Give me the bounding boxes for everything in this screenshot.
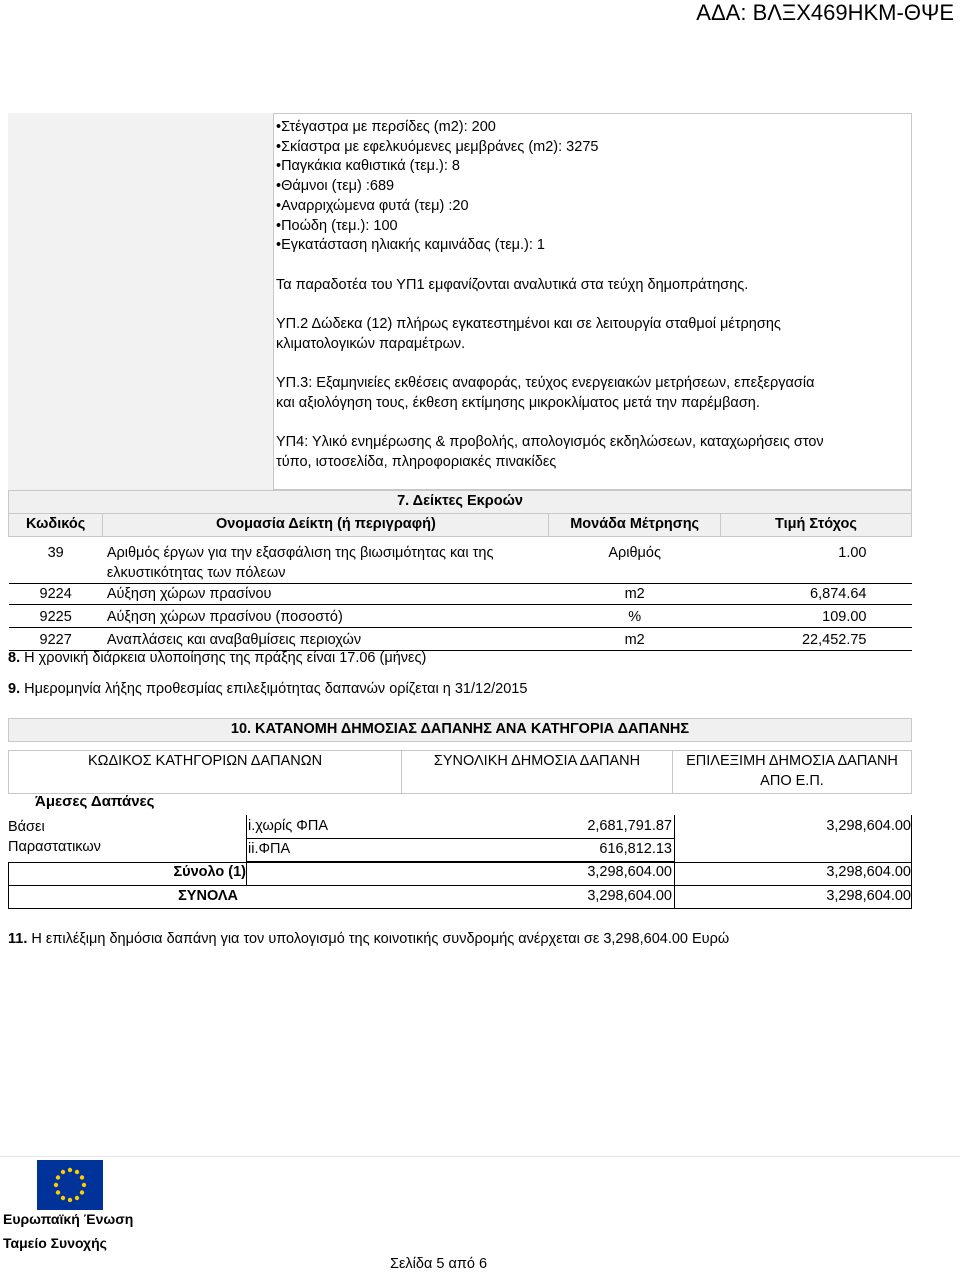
cell-code: 9227 — [9, 628, 103, 651]
vaseis-line2: Παραστατικων — [8, 839, 101, 855]
col-header-eligible-line1: ΕΠΙΛΕΞΙΜΗ ΔΗΜΟΣΙΑ ΔΑΠΑΝΗ — [686, 753, 898, 769]
col-divider — [246, 815, 247, 863]
eligible-text: Η επιλέξιμη δημόσια δαπάνη για τον υπολογισμό της κοινοτικής συνδρομής ανέρχεται σε 3,298,604.00 Ευρώ — [27, 931, 730, 947]
col-header-name: Ονομασία Δείκτη (ή περιγραφή) — [103, 514, 549, 537]
cell-unit: Αριθμός — [549, 543, 720, 584]
deliverables-p4-line2: τύπο, ιστοσελίδα, πληροφοριακές πινακίδες — [276, 453, 557, 470]
direct-costs-label: Άμεσες Δαπάνες — [35, 793, 155, 810]
duration-number: 8. — [8, 650, 21, 666]
deliverables-p3 — [276, 373, 906, 413]
row-divider — [8, 885, 912, 886]
ada-code: ΑΔΑ: ΒΛΞΧ469ΗΚΜ-ΘΨΕ — [696, 0, 954, 25]
cell-target: 109.00 — [720, 605, 911, 628]
eu-stars-icon — [37, 1160, 103, 1210]
row-i-label: i.χωρίς ΦΠΑ — [248, 818, 328, 834]
cell-name: Αναπλάσεις και αναβαθμίσεις περιοχών — [103, 628, 549, 651]
sum1-label: Σύνολο (1) — [173, 864, 246, 880]
row-divider — [246, 838, 674, 839]
bullet-item: •Σκίαστρα με εφελκυόμενες μεμβράνες (m2): 3275 — [276, 138, 599, 155]
cell-code: 9224 — [9, 584, 103, 605]
cell-target: 6,874.64 — [720, 584, 911, 605]
col-header-code: Κωδικός — [9, 514, 103, 537]
deliverables-p2 — [276, 314, 906, 354]
indicators-title: 7. Δείκτες Εκροών — [9, 491, 912, 514]
cell-target: 22,452.75 — [720, 628, 911, 651]
bullet-item: •Αναρριχώμενα φυτά (τεμ) :20 — [276, 197, 469, 214]
cell-name-line1: Αριθμός έργων για την εξασφάλιση της βιωσιμότητας και της — [106, 545, 494, 561]
deliverables-p1: Τα παραδοτέα του ΥΠ1 εμφανίζονται αναλυτικά στα τεύχη δημοπράτησης. — [276, 276, 749, 293]
totals-eligible: 3,298,604.00 — [826, 888, 911, 904]
duration-line — [8, 650, 426, 666]
deadline-line — [8, 681, 527, 697]
row-ii-label: ii.ΦΠΑ — [248, 841, 291, 857]
allocation-header-table — [8, 718, 912, 794]
col-header-target: Τιμή Στόχος — [720, 514, 911, 537]
col-header-eligible-public — [673, 751, 912, 794]
bullet-item: •Εγκατάσταση ηλιακής καμινάδας (τεμ.): 1 — [276, 237, 545, 254]
deliverables-p4-line1: ΥΠ4: Υλικό ενημέρωσης & προβολής, απολογισμός εκδηλώσεων, καταχωρήσεις στον — [276, 433, 824, 450]
cell-name-line2: ελκυστικότητας των πόλεων — [106, 565, 286, 581]
sum1-eligible: 3,298,604.00 — [826, 864, 911, 880]
col-header-unit: Μονάδα Μέτρησης — [549, 514, 720, 537]
vaseis-line1: Βάσει — [8, 819, 45, 835]
col-header-eligible-line2: ΑΠΟ Ε.Π. — [760, 773, 824, 789]
cell-unit: m2 — [549, 628, 720, 651]
bullet-item: •Στέγαστρα με περσίδες (m2): 200 — [276, 119, 496, 135]
row-divider — [8, 862, 912, 863]
deliverables-p2-line2: κλιματολογικών παραμέτρων. — [276, 335, 466, 352]
indicators-table — [8, 490, 912, 651]
col-header-category-code: ΚΩΔΙΚΟΣ ΚΑΤΗΓΟΡΙΩΝ ΔΑΠΑΝΩΝ — [9, 751, 402, 794]
col-divider — [8, 862, 9, 909]
cell-target: 1.00 — [720, 543, 911, 584]
sum1-total: 3,298,604.00 — [587, 864, 672, 880]
col-divider — [911, 815, 912, 909]
duration-text: Η χρονική διάρκεια υλοποίησης της πράξης είναι 17.06 (μήνες) — [20, 650, 427, 666]
deadline-number: 9. — [8, 681, 21, 697]
cell-name: Αύξηση χώρων πρασίνου — [103, 584, 549, 605]
totals-label: ΣΥΝΟΛΑ — [178, 888, 238, 904]
cell-unit: % — [549, 605, 720, 628]
eu-label: Ευρωπαϊκή Ένωση — [3, 1211, 134, 1227]
table-row — [9, 543, 912, 584]
deliverables-p3-line1: ΥΠ.3: Εξαμηνιείες εκθέσεις αναφοράς, τεύχος ενεργειακών μετρήσεων, επεξεργασία — [276, 374, 815, 391]
bullet-item: •Ποώδη (τεμ.): 100 — [276, 217, 398, 234]
totals-total: 3,298,604.00 — [587, 888, 672, 904]
cell-name: Αύξηση χώρων πρασίνου (ποσοστό) — [103, 605, 549, 628]
page-number: Σελίδα 5 από 6 — [390, 1256, 488, 1272]
eligible-line — [8, 931, 729, 947]
row-i-total: 2,681,791.87 — [587, 818, 672, 834]
cell-unit: m2 — [549, 584, 720, 605]
row-i-eligible: 3,298,604.00 — [826, 818, 911, 834]
footer-divider — [0, 1156, 960, 1157]
eu-flag-logo — [37, 1160, 103, 1210]
table-row — [9, 628, 912, 651]
deliverables-p2-line1: ΥΠ.2 Δώδεκα (12) πλήρως εγκατεστημένοι και σε λειτουργία σταθμοί μέτρησης — [276, 315, 781, 332]
table-row — [9, 605, 912, 628]
deliverables-content — [276, 118, 906, 472]
cohesion-fund-label: Ταμείο Συνοχής — [3, 1235, 107, 1251]
col-divider — [246, 862, 247, 886]
deadline-text: Ημερομηνία λήξης προθεσμίας επιλεξιμότητας δαπανών ορίζεται η 31/12/2015 — [20, 681, 528, 697]
bullet-item: •Παγκάκια καθιστικά (τεμ.): 8 — [276, 158, 460, 175]
table-row — [9, 584, 912, 605]
row-divider — [8, 908, 912, 909]
col-header-total-public: ΣΥΝΟΛΙΚΗ ΔΗΜΟΣΙΑ ΔΑΠΑΝΗ — [402, 751, 673, 794]
vaseis-label — [8, 817, 101, 857]
deliverables-p3-line2: και αξιολόγηση τους, έκθεση εκτίμησης μικροκλίματος μετά την παρέμβαση. — [276, 394, 760, 411]
deliverables-label-cell — [8, 113, 274, 490]
cell-code: 39 — [9, 543, 103, 584]
bullet-item: •Θάμνοι (τεμ) :689 — [276, 178, 395, 195]
row-ii-total: 616,812.13 — [599, 841, 672, 857]
allocation-title: 10. ΚΑΤΑΝΟΜΗ ΔΗΜΟΣΙΑΣ ΔΑΠΑΝΗΣ ΑΝΑ ΚΑΤΗΓΟΡΙΑ ΔΑΠΑΝΗΣ — [9, 719, 912, 742]
cell-code: 9225 — [9, 605, 103, 628]
eligible-number: 11. — [8, 931, 28, 947]
cell-name — [103, 543, 549, 584]
deliverables-p4 — [276, 432, 906, 472]
col-divider — [674, 815, 675, 909]
